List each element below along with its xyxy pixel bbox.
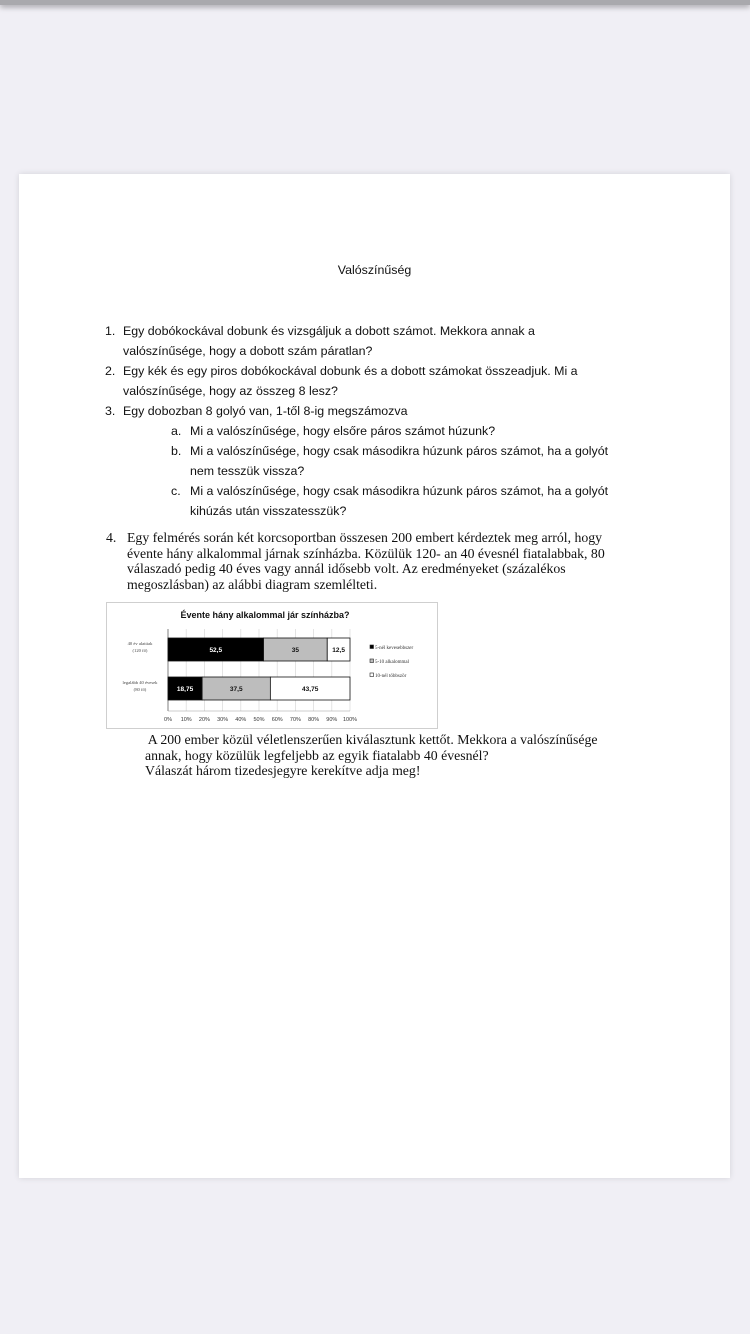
followup-line: Válaszát három tizedesjegyre kerekítve adja meg!: [145, 763, 421, 778]
question-1: [105, 321, 683, 361]
question-line: Egy felmérés során két korcsoportban összesen 200 embert kérdeztek meg arról, hogy: [127, 530, 603, 545]
top-shadow-bar: [0, 0, 750, 5]
category-label: 40 év alattiak: [127, 641, 153, 646]
x-tick-label: 30%: [217, 717, 229, 723]
bar-data-label: 12,5: [332, 647, 345, 654]
x-tick-label: 100%: [342, 717, 358, 723]
tick-label-layer: [164, 717, 357, 723]
chart-svg: [107, 603, 437, 728]
question-number: 4.: [106, 530, 117, 545]
x-tick-label: 90%: [326, 717, 338, 723]
legend: [370, 645, 414, 679]
x-tick-label: 80%: [308, 717, 320, 723]
followup-line: A 200 ember közül véletlenszerűen kiválasztunk kettőt. Mekkora a valószínűsége: [145, 732, 598, 747]
legend-label: 5-10 alkalommal: [375, 660, 410, 665]
question-line: Egy kék és egy piros dobókockával dobunk és a dobott számokat összeadjuk. Mi a: [123, 364, 578, 378]
question-line: Mi a valószínűsége, hogy elsőre páros számot húzunk?: [190, 424, 496, 438]
category-label: (80 fő): [133, 687, 147, 692]
question-4: [106, 530, 707, 592]
question-number: 1.: [105, 324, 116, 338]
bar-data-label: 18,75: [176, 686, 194, 693]
bar-data-label: 35: [291, 647, 300, 654]
category-label-layer: [123, 641, 159, 692]
question-line: Mi a valószínűsége, hogy csak másodikra húzunk páros számot, ha a golyót: [190, 484, 609, 498]
question-3b: [171, 441, 680, 481]
chart-title: Évente hány alkalommal jár színházba?: [180, 610, 350, 620]
question-line: valószínűsége, hogy a dobott szám páratlan?: [123, 344, 373, 358]
category-label: (120 fő): [132, 648, 148, 653]
question-line: Mi a valószínűsége, hogy csak másodikra húzunk páros számot, ha a golyót: [190, 444, 609, 458]
bar-data-label: 43,75: [302, 686, 319, 693]
question-line: Egy dobókockával dobunk és vizsgáljuk a dobott számot. Mekkora annak a: [123, 324, 535, 338]
x-tick-label: 10%: [180, 717, 192, 723]
question-4-followup: [145, 732, 705, 779]
category-label: legalább 40 évesek: [122, 680, 158, 685]
x-tick-label: 60%: [271, 717, 283, 723]
question-line: nem tesszük vissza?: [190, 464, 305, 478]
x-tick-label: 70%: [289, 717, 301, 723]
bar-data-label: 52,5: [209, 647, 223, 654]
question-line: megoszlásban) az alábbi diagram szemlélteti.: [127, 576, 378, 592]
subquestion-letter: b.: [171, 444, 182, 458]
legend-swatch: [370, 645, 374, 649]
subquestion-letter: a.: [171, 424, 182, 438]
question-3: [105, 401, 683, 421]
question-3c: [171, 481, 680, 521]
question-number: 2.: [105, 364, 116, 378]
question-2: [105, 361, 683, 401]
question-line: évente hány alkalommal járnak színházba. Közülük 120- an 40 évesnél fiatalabbak, 80: [127, 545, 605, 561]
stacked-bar-chart: [106, 602, 438, 729]
question-line: kihúzás után visszatesszük?: [190, 504, 347, 518]
question-number: 3.: [105, 404, 116, 418]
followup-line: annak, hogy közülük legfeljebb az egyik fiatalabb 40 évesnél?: [145, 747, 489, 763]
legend-swatch: [370, 659, 374, 663]
legend-label: 10-nél többször: [375, 674, 407, 679]
question-line: valószínűsége, hogy az összeg 8 lesz?: [123, 384, 338, 398]
legend-label: 5-nél kevesebbszer: [375, 646, 414, 651]
document-page: [19, 174, 730, 1178]
legend-swatch: [370, 673, 374, 677]
question-line: Egy dobozban 8 golyó van, 1-től 8-ig megszámozva: [123, 404, 408, 418]
x-tick-label: 50%: [253, 717, 265, 723]
x-tick-label: 40%: [235, 717, 247, 723]
document-title: Valószínűség: [337, 263, 412, 277]
x-tick-label: 20%: [198, 717, 210, 723]
question-3a: [171, 421, 680, 441]
x-tick-label: 0%: [164, 717, 172, 723]
subquestion-letter: c.: [171, 484, 181, 498]
bar-data-label: 37,5: [229, 686, 243, 693]
question-line: válaszadó pedig 40 éves vagy annál idősebb volt. Az eredményeket (százalékos: [127, 561, 566, 576]
